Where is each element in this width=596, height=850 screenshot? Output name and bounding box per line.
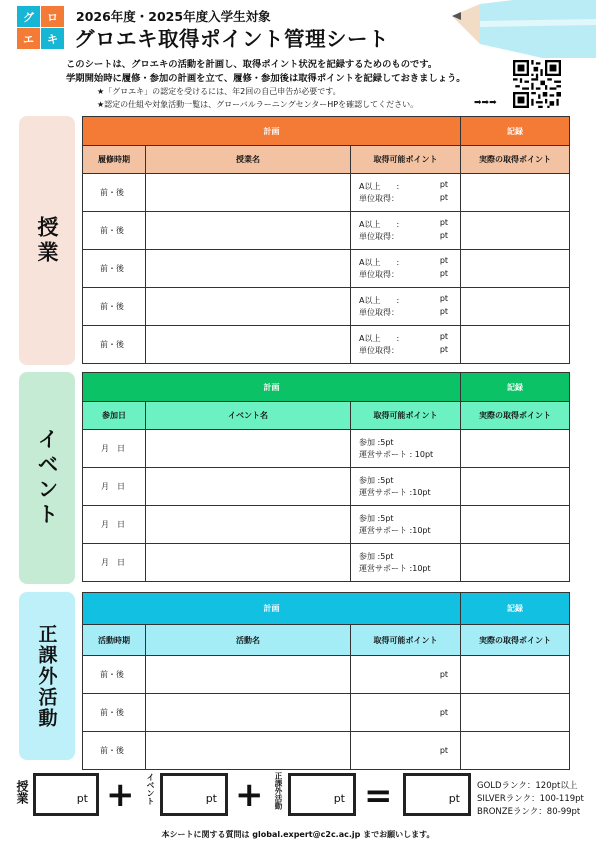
points-line-support: 運営サポート :10pt xyxy=(359,487,431,497)
pt-unit: pt xyxy=(439,180,449,189)
table-row xyxy=(83,694,570,732)
points-cell xyxy=(351,174,461,212)
pt-unit: pt xyxy=(439,269,449,278)
actual-points-field[interactable] xyxy=(461,212,570,250)
class-name-field[interactable] xyxy=(146,326,351,364)
actual-points-field[interactable] xyxy=(461,430,570,468)
points-cell xyxy=(351,430,461,468)
pt-unit: pt xyxy=(439,231,449,240)
side-label-classes xyxy=(19,116,75,365)
logo-char: キ xyxy=(41,28,64,49)
formula-label-events: イベント xyxy=(146,773,155,805)
term-cell: 前・後 xyxy=(83,656,146,694)
pt-unit: pt xyxy=(439,332,449,341)
points-line-support: 運営サポート :10pt xyxy=(359,563,431,573)
qr-code-icon[interactable] xyxy=(513,60,561,108)
side-label-text: イベント xyxy=(35,428,59,528)
actual-points-field[interactable] xyxy=(461,694,570,732)
points-line-a: A以上 : xyxy=(359,257,400,267)
pt-unit: pt xyxy=(439,218,449,227)
arrows: ➡➡➡ xyxy=(474,98,497,108)
term-cell: 前・後 xyxy=(83,174,146,212)
pt-unit: pt xyxy=(439,307,449,316)
table-row xyxy=(83,288,570,326)
event-name-field[interactable] xyxy=(146,506,351,544)
note-line-1: ★「グロエキ」の認定を受けるには、年2回の自己申告が必要です。 xyxy=(97,87,341,96)
logo xyxy=(17,6,67,52)
points-line-a: A以上 : xyxy=(359,295,400,305)
points-line-a: A以上 : xyxy=(359,219,400,229)
points-line-credit: 単位取得： xyxy=(359,345,399,355)
term-cell: 前・後 xyxy=(83,694,146,732)
logo-char: ロ xyxy=(41,6,64,27)
date-cell: 月 日 xyxy=(83,506,146,544)
actual-points-field[interactable] xyxy=(461,506,570,544)
event-name-field[interactable] xyxy=(146,430,351,468)
points-line-join: 参加 :5pt xyxy=(359,475,394,485)
table-row xyxy=(83,212,570,250)
table-row xyxy=(83,544,570,582)
extracurricular-table xyxy=(82,592,570,770)
activity-name-field[interactable] xyxy=(146,656,351,694)
points-cell xyxy=(351,544,461,582)
points-line-a: A以上 : xyxy=(359,333,400,343)
column-header: 取得可能ポイント xyxy=(351,146,461,174)
pt-unit: pt xyxy=(333,792,345,805)
plus-sign: + xyxy=(106,775,135,815)
activity-name-field[interactable] xyxy=(146,694,351,732)
actual-points-field[interactable] xyxy=(461,544,570,582)
description-line-1: このシートは、グロエキの活動を計画し、取得ポイント状況を記録するためのものです。 xyxy=(66,59,438,70)
table-row xyxy=(83,326,570,364)
term-cell: 前・後 xyxy=(83,212,146,250)
class-name-field[interactable] xyxy=(146,288,351,326)
pt-unit: pt xyxy=(448,792,460,805)
column-header: 取得可能ポイント xyxy=(351,625,461,656)
pt-unit: pt xyxy=(76,792,88,805)
actual-points-field[interactable] xyxy=(461,656,570,694)
rank-bronze: BRONZEランク：80-99pt xyxy=(477,807,581,817)
table-row xyxy=(83,732,570,770)
column-header: 履修時期 xyxy=(83,146,146,174)
table-row xyxy=(83,656,570,694)
pt-unit: pt xyxy=(205,792,217,805)
points-line-support: 運営サポート :10pt xyxy=(359,525,431,535)
column-header: 活動時期 xyxy=(83,625,146,656)
term-cell: 前・後 xyxy=(83,250,146,288)
plan-header: 計画 xyxy=(83,593,461,625)
event-name-field[interactable] xyxy=(146,544,351,582)
description-line-2: 学期開始時に履修・参加の計画を立て、履修・参加後は取得ポイントを記録しておきましょう。 xyxy=(66,73,466,84)
date-cell: 月 日 xyxy=(83,544,146,582)
pt-unit: pt xyxy=(439,345,449,354)
side-label-events xyxy=(19,372,75,584)
rank-silver: SILVERランク：100-119pt xyxy=(477,794,584,804)
footer-contact: 本シートに関する質問は global.expert@c2c.ac.jp までお願いします。 xyxy=(161,830,435,839)
actual-points-field[interactable] xyxy=(461,468,570,506)
table-row xyxy=(83,506,570,544)
class-name-field[interactable] xyxy=(146,174,351,212)
total-classes-field[interactable] xyxy=(33,773,99,816)
note-line-2: ★認定の仕組や対象活動一覧は、グローバルラーニングセンターHPを確認してください。 xyxy=(97,100,419,109)
class-name-field[interactable] xyxy=(146,212,351,250)
actual-points-field[interactable] xyxy=(461,732,570,770)
points-cell: pt xyxy=(351,694,461,732)
plan-header: 計画 xyxy=(83,117,461,146)
table-row xyxy=(83,468,570,506)
actual-points-field[interactable] xyxy=(461,288,570,326)
points-cell xyxy=(351,506,461,544)
column-header: 活動名 xyxy=(146,625,351,656)
points-cell xyxy=(351,212,461,250)
points-line-credit: 単位取得： xyxy=(359,269,399,279)
class-name-field[interactable] xyxy=(146,250,351,288)
event-name-field[interactable] xyxy=(146,468,351,506)
points-line-credit: 単位取得： xyxy=(359,307,399,317)
side-label-text: 正課外活動 xyxy=(35,623,58,729)
total-events-field[interactable] xyxy=(160,773,228,816)
actual-points-field[interactable] xyxy=(461,250,570,288)
pencil-icon xyxy=(452,0,596,58)
classes-table xyxy=(82,116,570,364)
term-cell: 前・後 xyxy=(83,288,146,326)
page-subtitle: 2026年度・2025年度入学生対象 xyxy=(76,9,271,24)
record-header: 記録 xyxy=(461,593,570,625)
table-row xyxy=(83,430,570,468)
actual-points-field[interactable] xyxy=(461,174,570,212)
points-cell xyxy=(351,288,461,326)
points-line-join: 参加 :5pt xyxy=(359,513,394,523)
pt-unit: pt xyxy=(439,193,449,202)
points-cell: pt xyxy=(351,732,461,770)
grand-total-field[interactable] xyxy=(403,773,471,816)
formula-label-extracurricular: 正課外活動 xyxy=(274,772,283,810)
points-line-join: 参加 :5pt xyxy=(359,437,394,447)
equals-sign: = xyxy=(364,776,393,816)
column-header: 実際の取得ポイント xyxy=(461,625,570,656)
column-header: 参加日 xyxy=(83,402,146,430)
points-cell xyxy=(351,468,461,506)
points-line-credit: 単位取得： xyxy=(359,231,399,241)
record-header: 記録 xyxy=(461,373,570,402)
points-line-credit: 単位取得： xyxy=(359,193,399,203)
logo-char: エ xyxy=(17,28,40,49)
pt-unit: pt xyxy=(439,256,449,265)
total-extracurricular-field[interactable] xyxy=(288,773,356,816)
column-header: 取得可能ポイント xyxy=(351,402,461,430)
plus-sign: + xyxy=(235,775,264,815)
date-cell: 月 日 xyxy=(83,468,146,506)
actual-points-field[interactable] xyxy=(461,326,570,364)
term-cell: 前・後 xyxy=(83,732,146,770)
column-header: イベント名 xyxy=(146,402,351,430)
side-label-text: 授業 xyxy=(35,215,59,266)
activity-name-field[interactable] xyxy=(146,732,351,770)
points-line-support: 運営サポート : 10pt xyxy=(359,449,434,459)
logo-char: グ xyxy=(17,6,40,27)
points-cell xyxy=(351,326,461,364)
plan-header: 計画 xyxy=(83,373,461,402)
rank-gold: GOLDランク：120pt以上 xyxy=(477,781,578,791)
record-header: 記録 xyxy=(461,117,570,146)
column-header: 実際の取得ポイント xyxy=(461,402,570,430)
points-line-join: 参加 :5pt xyxy=(359,551,394,561)
term-cell: 前・後 xyxy=(83,326,146,364)
side-label-extracurricular xyxy=(19,592,75,760)
page-title: グロエキ取得ポイント管理シート xyxy=(74,27,389,51)
table-row xyxy=(83,174,570,212)
column-header: 実際の取得ポイント xyxy=(461,146,570,174)
column-header: 授業名 xyxy=(146,146,351,174)
pt-unit: pt xyxy=(439,294,449,303)
formula-label-classes: 授業 xyxy=(15,780,29,804)
points-line-a: A以上 : xyxy=(359,181,400,191)
table-row xyxy=(83,250,570,288)
points-cell xyxy=(351,250,461,288)
points-cell: pt xyxy=(351,656,461,694)
events-table xyxy=(82,372,570,582)
date-cell: 月 日 xyxy=(83,430,146,468)
